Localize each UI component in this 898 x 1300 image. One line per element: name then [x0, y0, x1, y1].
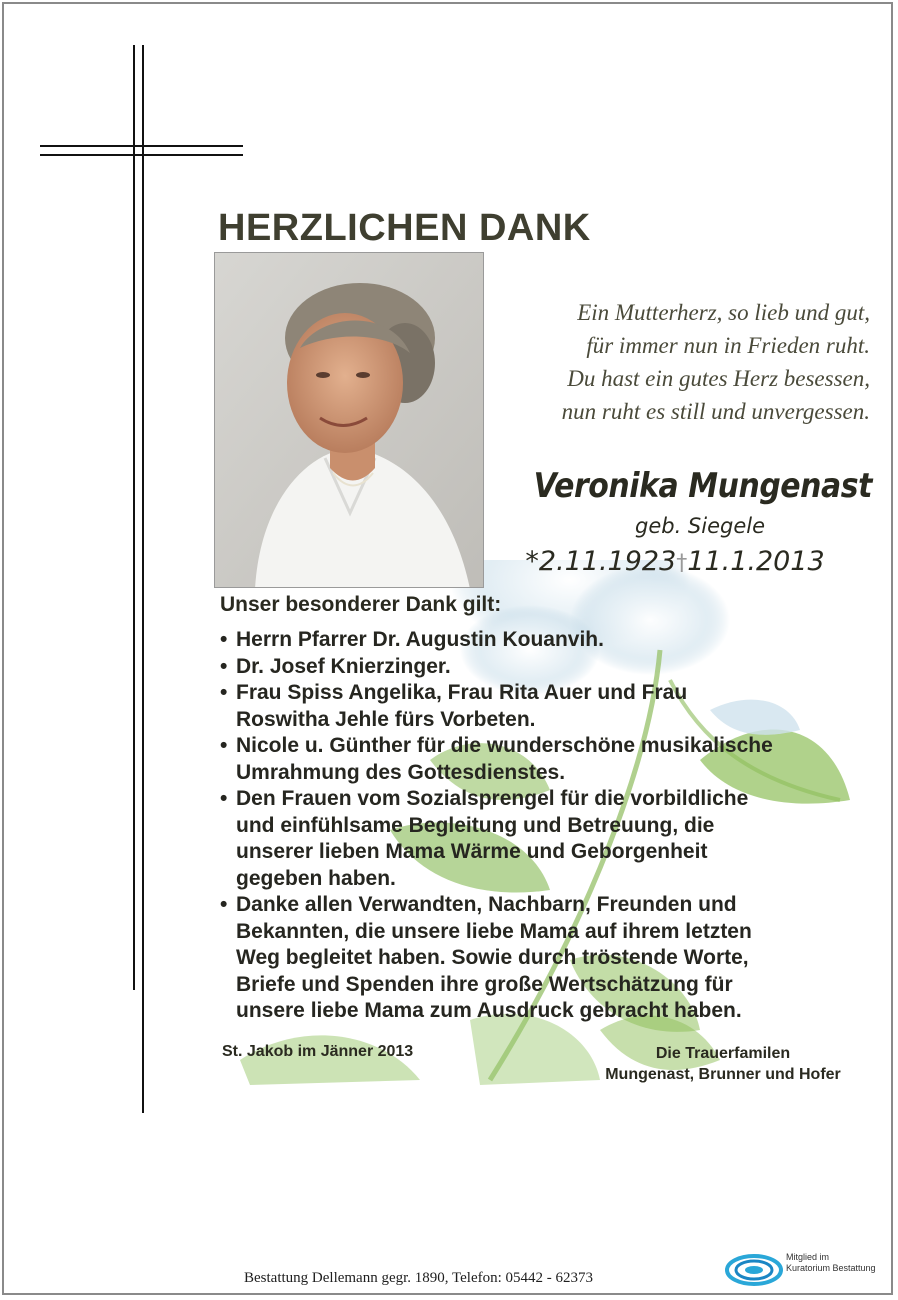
list-item: [220, 680, 870, 733]
kuratorium-logo-icon: [724, 1250, 784, 1290]
bullet: •: [220, 654, 228, 678]
death-date: 11.1.2013: [687, 546, 825, 577]
list-item-text: Den Frauen vom Sozialsprengel für die vorbildliche und einfühlsame Begleitung und Betreuung, die unserer lieben Mama Wärme und Geborgenheit gegeben haben.: [236, 787, 749, 890]
cross-vertical-beam: [133, 45, 146, 1113]
thanks-title: Unser besonderer Dank gilt:: [220, 593, 502, 616]
poem-line: Ein Mutterherz, so lieb und gut,: [577, 300, 870, 325]
bullet: •: [220, 681, 228, 704]
badge-line: Mitglied im: [786, 1252, 830, 1262]
list-item-text: Nicole u. Günther für die wunderschöne musikalische Umrahmung des Gottesdienstes.: [236, 734, 773, 784]
kuratorium-badge: [724, 1250, 876, 1290]
badge-line: Kuratorium Bestattung: [786, 1263, 876, 1273]
portrait-photo: [214, 252, 484, 588]
list-item: [220, 733, 870, 786]
bullet: •: [220, 734, 228, 757]
list-item: [220, 627, 870, 654]
thanks-list: [220, 627, 870, 1025]
page-title: HERZLICHEN DANK: [218, 207, 591, 249]
bullet: •: [220, 893, 228, 916]
birth-date: *2.11.1923: [525, 546, 677, 577]
list-item-text: Frau Spiss Angelika, Frau Rita Auer und Frau Roswitha Jehle fürs Vorbeten.: [236, 681, 688, 731]
list-item-text: Dr. Josef Knierzinger.: [236, 654, 451, 678]
poem-line: für immer nun in Frieden ruht.: [586, 333, 870, 358]
memorial-poem: [494, 296, 870, 428]
list-item: [220, 654, 870, 681]
list-item-text: Herrn Pfarrer Dr. Augustin Kouanvih.: [236, 628, 604, 651]
bullet: •: [220, 628, 228, 651]
poem-line: Du hast ein gutes Herz besessen,: [567, 366, 870, 391]
list-item-text: Danke allen Verwandten, Nachbarn, Freunden und Bekannten, die unsere liebe Mama auf ihrem letzten Weg begleitet haben. Sowie durch tröstende Worte, Briefe und Spenden ihre große Wertschätzung für unsere liebe Mama zum Ausdruck gebracht haben.: [236, 893, 752, 1022]
place-date: St. Jakob im Jänner 2013: [222, 1043, 414, 1060]
list-item: [220, 786, 870, 892]
list-item: [220, 892, 870, 1025]
funeral-home-footer: Bestattung Dellemann gegr. 1890, Telefon: 05442 - 62373: [244, 1270, 594, 1286]
families-line: Die Trauerfamilen: [655, 1045, 791, 1062]
families-line: Mungenast, Brunner und Hofer: [605, 1066, 841, 1083]
deceased-name: Veronika Mungenast: [533, 466, 872, 506]
mourning-families: [570, 1043, 876, 1085]
cross-horizontal-beam: [40, 145, 243, 159]
death-cross-icon: †: [676, 551, 688, 576]
life-dates: [510, 546, 840, 577]
poem-line: nun ruht es still und unvergessen.: [561, 399, 870, 424]
birth-name: geb. Siegele: [634, 514, 766, 538]
bullet: •: [220, 787, 228, 810]
